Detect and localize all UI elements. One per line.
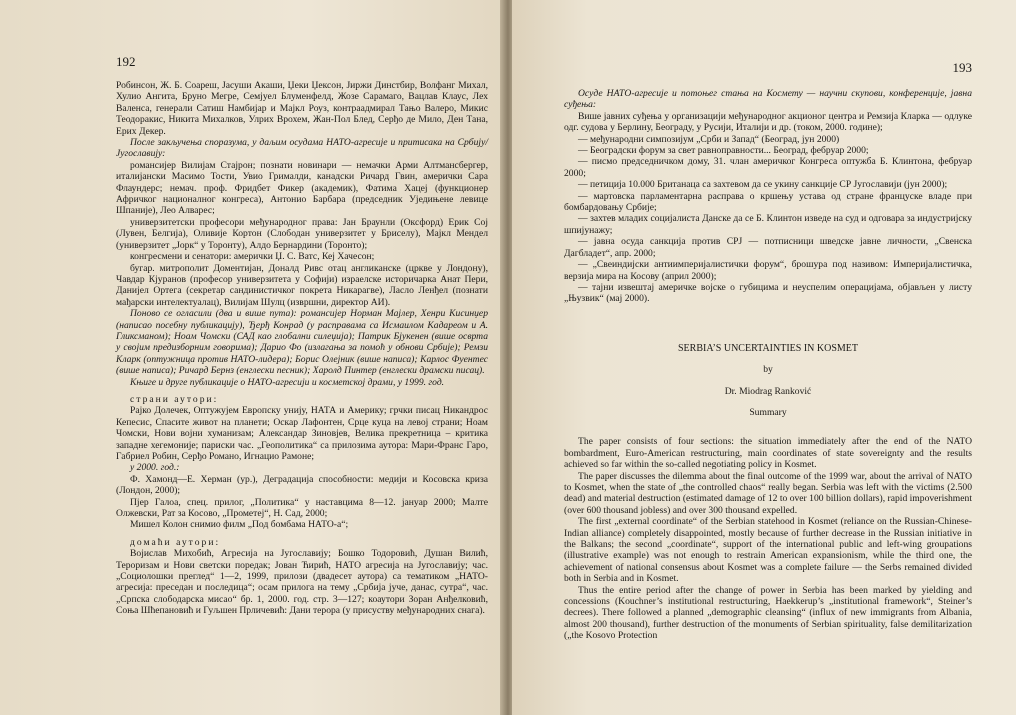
english-paragraph: The paper consists of four sections: the situation immediately after the end of the NATO bombardment, Euro-American restructuring, main coordinates of state sovereignty and the results achieved so far within the so-called negotiating policy in Kosmet. [564,436,972,471]
paragraph: Ф. Хамонд—Е. Херман (ур.), Деградација способности: медији и Косовска криза (Лондон, 2000); [116,473,488,497]
paragraph: универзитетски професори међународног права: Јан Браунли (Оксфорд) Ерик Сој (Лувен, Белгија), Оливије Кортон (Слободан универзитет у Бриселу), Мајкл Мендел (универзитет „Јорк“ у Торонту), Алдо Бернардини (Торонто); [116,216,488,251]
right-page-body [564,88,972,305]
paragraph: Војислав Михобић, Агресија на Југославију; Бошко Тодоровић, Душан Вилић, Тероризам и Нови светски поредак; Јован Ћирић, НАТО агресија на Југославију; час. „Социолошки преглед“ 1—2, 1999, прилози (двадесет аутора) са тематиком „НАТО-агресија: преседан и последица“; осам прилога на тему „Србија јуче, данас, сутра“, час. „Српска слободарска мисао“ бр. 1, 2000. год. стр. 3—127; коаутори Зоран Анђелковић, Соња Шћепановић и Гуљшен Прличевић: Дани терора (у присуству међународних снага). [116,548,488,617]
paragraph: — мартовска парламентарна расправа о кршењу устава од стране француске владе при бомбардовању Србије; [564,190,972,214]
paragraph: — писмо председничком дому, 31. члан америчког Конгреса оптужба Б. Клинтона, фебруар 2000; [564,156,972,179]
paragraph: После закључења споразума, у даљим осудама НАТО-агресије и притисака на Србију/Југославију: [116,137,488,160]
paragraph: Више јавних суђења у организацији међународног акционог центра и Ремзија Кларка — одлуке одг. судова у Берлину, Београду, у Русији, Италији и др. (током, 2000. године); [564,110,972,134]
paragraph: — захтев младих социјалиста Данске да се Б. Клинтон изведе на суд и одговара за индустријску шпијунажу; [564,213,972,236]
paragraph: Пјер Галоа, спец. прилог, „Политика“ у наставцима 8—12. јануар 2000; Малте Олжевски, Рат за Косово, „Прометеј“, Н. Сад, 2000; [116,496,488,520]
right-page [512,0,1016,715]
paragraph: Рајко Долечек, Оптужујем Европску унију, НАТА и Америку; грчки писац Никандрос Кепесис, Спасите живот на планети; Оскар Лафонтен, Срце куца на левој страни; Ноам Чомски, Нови војни хуманизам; Александар Зиновјев, Велика прекретница – критика западне хегемоније; париски час. „Геополитика“ са прилозима аутора: Мари-Франс Гаро, Габриел Робин, Серђо Романо, Игнацио Рамоне; [116,405,488,462]
english-title: SERBIA’S UNCERTAINTIES IN KOSMET [678,342,858,354]
paragraph: бугар. митрополит Доментијан, Доналд Ривс отац англиканске (цркве у Лондону), Чавдар Кјуранов (професор универзитета у Софији) израелске историчарка Анат Пери, Данијел Ортега (секретар сандинистичког покрета Никарагве), Ласло Ленђел (познати мађарски интелектуалац), Вилијам Шулц (извршни, директор АИ). [116,262,488,308]
paragraph: домаћи аутори: [130,536,221,548]
paragraph: — међународни симпозијум „Срби и Запад“ (Београд, јун 2000) [578,133,840,145]
paragraph: конгресмени и сенатори: амерички Џ. С. Ватс, Кеј Хачесон; [130,251,375,263]
left-page [0,0,506,715]
paragraph: романсијер Вилијам Стајрон; познати новинари — немачки Арми Алтмансбергер, италијански Масимо Тости, Увио Грималди, канадски Ричард Гвин, амерички Сара Флаундерс; немач. проф. Фридбет Фикер (академик), Фатима Хацеј (функционер Афричког националног конгреса), Антонио Барбара (председник Уједињене левице Шпаније), Лео Алварес; [116,159,488,217]
paragraph: Мишел Колон снимио филм „Под бомбама НАТО-а“; [130,519,349,531]
paragraph: у 2000. год.: [130,462,180,474]
english-summary-body [564,436,972,641]
english-paragraph: Thus the entire period after the change of power in Serbia has been marked by yielding and concessions (Kouchner’s institutional restructuring, Haekkerup’s „institutional framework“, Steiner’s decrees). There followed a planned „demographic cleansing“ (influx of new immigrants from Albania, almost 200 thousand), further destruction of the monuments of Serbian spirituality, false demilitarization („the Kosovo Protection [564,584,972,642]
paragraph: страни аутори: [130,393,219,405]
paragraph: Робинсон, Ж. Б. Сoареш, Јасуши Акаши, Џеки Џексон, Јиржи Динстбир, Волфанг Михал, Хулио Ангита, Бруно Мегре, Семјуел Блуменфелд, Жозе Сарамаго, Вацлав Клаус, Лех Валенса, генерали Сатиш Намбијар и Мајкл Роуз, контраадмирал Тањо Валеро, Микис Теодоракис, Никита Михалков, Улрих Врохем, Жан-Пол Блед, Серђо де Мило, Ден Тана, Ерих Декер. [116,80,488,137]
paragraph: Поново се огласили (два и више пута): романсијер Норман Мајлер, Хенри Кисинџер (написао посебну публикацију), Ђерђ Конрад (у расправама са Исмаилом Кадареом и А. Гликсманом); Ноам Чомски (САД као глобални силеџија); Патрик Бјукенен (више осврта у својим предизборним говорима); Дарио Фо (излагања за помоћ у обнови Србије); Ремзи Кларк (оптужница против НАТО-лидера); Борис Олејник (више написа); Карлос Фуентес (више написа); Ричард Бернз (енглески песник); Харолд Пинтер (енглески драмски писац). [116,308,488,377]
english-paragraph: The first „external coordinate“ of the Serbian statehood in Kosmet (reliance on the Russian-Chinese-Indian alliance) completely disappointed, mostly because of further decrease in the Russian initiative in the Balkans; the second „coordinate“, support of the international public and left-wing groupations (illustrative example) was not enough to restrain American expansionism, while the third one, the achievement of national consensus about Kosmet was a complete failure — the Serbs remained divided both in Serbia and in Kosmet. [564,516,972,585]
paragraph: — „Свеиндијски антиимперијалистички форум“, брошура под називом: Империјалистичка, верзија мира на Косову (април 2000); [564,259,972,282]
english-summary-label: Summary [749,406,787,418]
paragraph: — јавна осуда санкција против СРЈ — потписници шведске јавне личности, „Свенска Дагбладет“, апр. 2000; [564,236,972,259]
paragraph: — Београдски форум за свет равноправности... Београд, фебруар 2000; [578,145,869,157]
left-page-body [116,80,488,617]
english-by: by [763,364,773,376]
paragraph: — петиција 10.000 Британаца са захтевом да се укину санкције СР Југославији (јун 2000); [578,179,948,191]
page-number: 192 [116,54,136,69]
english-paragraph: The paper discusses the dilemma about the final outcome of the 1999 war, about the arrival of NATO to Kosmet, when the state of „the controlled chaos“ really began. Serbia was left with the victims (2.500 dead) and material destruction (estimated damage of 12 to over 100 billion dollars), rapid impoverishment (over 600 thousand jobless) and over 300 thousand expelled. [564,470,972,516]
english-author: Dr. Miodrag Ranković [724,385,812,397]
paragraph: Књиге и друге публикације о НАТО-агресији и косметској драми, у 1999. год. [130,376,445,388]
paragraph: — тајни извештај америчке војске о губицима и неуспелим операцијама, објављен у листу „Њузвик“ (мај 2000). [564,281,972,305]
paragraph: Осуде НАТО-агресије и потоњег стања на Космету — научни скупови, конференције, јавна суђења: [564,88,972,111]
page-number: 193 [952,60,972,75]
